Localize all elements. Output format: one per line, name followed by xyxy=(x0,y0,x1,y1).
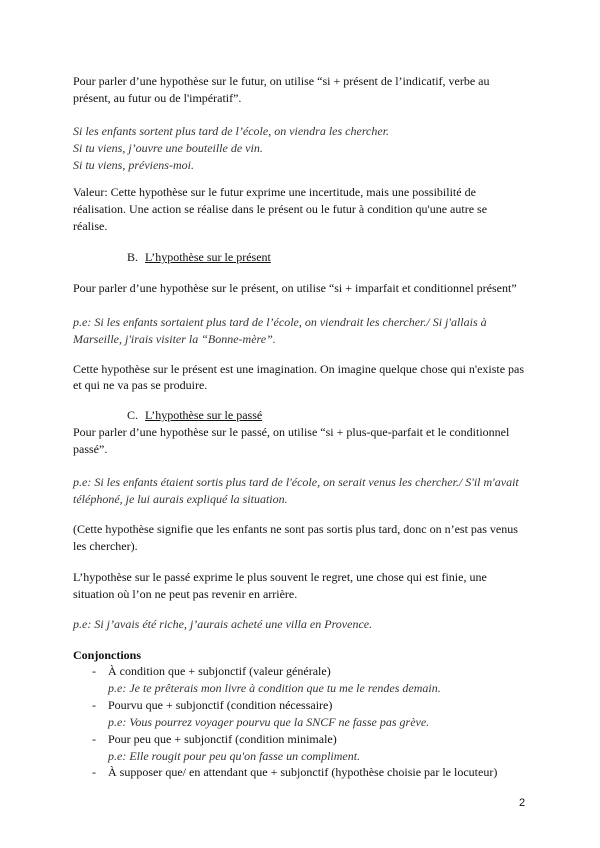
heading-text: L’hypothèse sur le passé xyxy=(145,408,263,422)
present-note-line1: Cette hypothèse sur le présent est une imagination. On imagine quelque chose qui n'existe pas xyxy=(73,362,525,376)
conjonction-item-2: Pourvu que + subjonctif (condition nécessaire) xyxy=(108,698,333,712)
passe-note-line2: les chercher). xyxy=(73,539,138,553)
futur-example-1: Si les enfants sortent plus tard de l’école, on viendra les chercher. xyxy=(73,124,390,138)
conjonction-item-4: À supposer que/ en attendant que + subjonctif (hypothèse choisie par le locuteur) xyxy=(108,765,498,779)
passe-example-line2: téléphoné, je lui aurais expliqué la situation. xyxy=(73,492,288,506)
conjonction-example-1: p.e: Je te prêterais mon livre à condition que tu me le rendes demain. xyxy=(108,681,441,695)
section-heading-present xyxy=(127,248,587,266)
heading-letter: C. xyxy=(127,408,139,422)
conjonction-example-2: p.e: Vous pourrez voyager pourvu que la SNCF ne fasse pas grève. xyxy=(108,715,430,729)
conjonction-item-1: À condition que + subjonctif (valeur générale) xyxy=(108,664,331,678)
present-intro: Pour parler d’une hypothèse sur le présent, on utilise “si + imparfait et conditionnel présent” xyxy=(73,281,517,295)
passe-intro-line2: passé”. xyxy=(73,442,108,456)
conjonctions-title: Conjonctions xyxy=(73,648,142,662)
bullet: - xyxy=(92,765,96,779)
conjonction-example-3: p.e: Elle rougit pour peu qu'on fasse un compliment. xyxy=(108,749,361,763)
bullet: - xyxy=(92,732,96,746)
present-note-line2: et qui ne va pas se produire. xyxy=(73,378,208,392)
passe-example-line1: p.e: Si les enfants étaient sortis plus tard de l'école, on serait venus les chercher./ S'il m'avait xyxy=(73,475,519,489)
futur-example-3: Si tu viens, préviens-moi. xyxy=(73,158,194,172)
futur-value-line1: Valeur: Cette hypothèse sur le futur exprime une incertitude, mais une possibilité de xyxy=(73,185,476,199)
passe-intro-line1: Pour parler d’une hypothèse sur le passé, on utilise “si + plus-que-parfait et le conditionnel xyxy=(73,425,510,439)
passe-regret-line1: L’hypothèse sur le passé exprime le plus souvent le regret, une chose qui est finie, une xyxy=(73,570,487,584)
heading-letter: B. xyxy=(127,250,139,264)
conjonction-item-3: Pour peu que + subjonctif (condition minimale) xyxy=(108,732,337,746)
page-number: 2 xyxy=(519,797,526,809)
bullet: - xyxy=(92,698,96,712)
bullet: - xyxy=(92,664,96,678)
futur-example-2: Si tu viens, j’ouvre une bouteille de vin. xyxy=(73,141,263,155)
passe-example-3: p.e: Si j’avais été riche, j’aurais acheté une villa en Provence. xyxy=(73,617,373,631)
present-example-line2: Marseille, j'irais visiter la “Bonne-mère”. xyxy=(73,332,276,346)
heading-text: L’hypothèse sur le présent xyxy=(145,250,271,264)
passe-note-line1: (Cette hypothèse signifie que les enfants ne sont pas sortis plus tard, donc on n’est pas venus xyxy=(73,522,518,536)
passe-regret-line2: situation où l’on ne peut pas revenir en arrière. xyxy=(73,587,298,601)
futur-intro-line2: présent, au futur ou de l'impératif”. xyxy=(73,91,242,105)
section-heading-passe xyxy=(127,406,587,424)
futur-intro-line1: Pour parler d’une hypothèse sur le futur, on utilise “si + présent de l’indicatif, verbe au xyxy=(73,74,490,88)
futur-value-line2: réalisation. Une action se réalise dans le présent ou le futur à condition qu'une autre se xyxy=(73,202,488,216)
futur-value-line3: réalise. xyxy=(73,219,108,233)
present-example-line1: p.e: Si les enfants sortaient plus tard de l’école, on viendrait les chercher./ Si j'allais à xyxy=(73,315,487,329)
